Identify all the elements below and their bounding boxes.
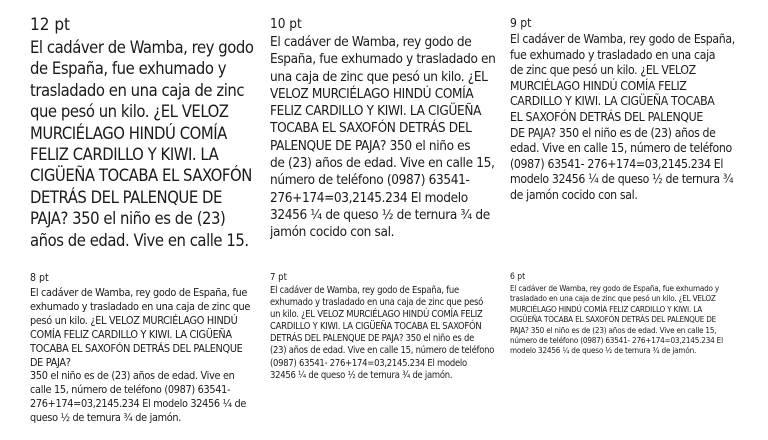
text-line: CIGÜEÑA TOCABA EL SAXOFÓN xyxy=(30,166,252,186)
text-line: El cadáver de Wamba, rey godo de España, fue xyxy=(270,285,459,296)
text-line: fue exhumado y trasladado en una caja xyxy=(510,47,716,62)
text-line: calle 15, número de teléfono (0987) 63541- xyxy=(30,383,231,397)
text-line: trasladado en una caja de zinc xyxy=(30,80,245,100)
size-label-12pt: 12 pt xyxy=(30,15,71,35)
text-line: DETRÁS DEL PALENQUE DE xyxy=(30,187,222,207)
text-line: (0987) 63541- 276+174=03,2145.234 El modelo xyxy=(270,357,467,369)
sample-text-8pt xyxy=(30,286,256,425)
text-line: El cadáver de Wamba, rey godo de España, xyxy=(510,32,735,46)
text-line: modelo 32456 ¼ de queso ½ de ternura ¾ de jamón. xyxy=(510,345,697,356)
text-line: de jamón cocido con sal. xyxy=(510,187,638,202)
text-line: años de edad. Vive en calle 15. xyxy=(30,230,249,250)
text-line: de España, fue exhumado y xyxy=(30,59,227,79)
text-line: FELIZ CARDILLO Y KIWI. LA CIGÜEÑA xyxy=(270,103,482,120)
specimen-7pt xyxy=(270,272,502,382)
text-line: de (23) años de edad. Vive en calle 15, xyxy=(270,155,495,172)
text-line: 276+174=03,2145.234 El modelo xyxy=(270,189,468,206)
sample-text-7pt xyxy=(270,285,502,382)
text-line: El cadáver de Wamba, rey godo de España, fue exhumado y xyxy=(510,283,720,293)
specimen-10pt xyxy=(270,16,498,242)
text-line: VELOZ MURCIÉLAGO HINDÚ COMÍA xyxy=(270,85,474,102)
text-line: El cadáver de Wamba, rey godo de xyxy=(270,34,472,50)
text-line: MURCIÉLAGO HINDÚ COMÍA FELIZ CARDILLO Y KIWI. LA xyxy=(510,303,703,314)
text-line: El cadáver de Wamba, rey godo de España, fue xyxy=(30,286,248,299)
text-line: CIGÜEÑA TOCABA EL SAXOFÓN DETRÁS DEL PALENQUE DE xyxy=(510,314,717,325)
text-line: número de teléfono (0987) 63541- xyxy=(270,172,470,189)
text-line: 32456 ¼ de queso ½ de ternura ¾ de jamón. xyxy=(270,369,453,381)
text-line: (23) años de edad. Vive en calle 15, número de teléfono xyxy=(270,345,495,357)
size-label-10pt: 10 pt xyxy=(270,16,302,32)
text-line: pesó un kilo. ¿EL VELOZ MURCIÉLAGO HINDÚ xyxy=(30,313,238,327)
text-line: CARDILLO Y KIWI. LA CIGÜEÑA TOCABA xyxy=(510,94,715,109)
text-line: COMÍA FELIZ CARDILLO Y KIWI. LA CIGÜEÑA xyxy=(30,327,232,341)
sample-text-9pt xyxy=(510,32,746,204)
text-line: exhumado y trasladado en una caja de zinc que xyxy=(30,299,251,313)
text-line: El cadáver de Wamba, rey godo xyxy=(30,38,254,57)
size-label-9pt: 9 pt xyxy=(510,16,532,30)
text-line: trasladado en una caja de zinc que pesó un kilo. ¿EL VELOZ xyxy=(510,293,716,304)
text-line: 350 el niño es de (23) años de edad. Vive en xyxy=(30,369,235,383)
sample-text-12pt xyxy=(30,37,262,251)
size-label-7pt: 7 pt xyxy=(270,272,287,283)
text-line: DETRÁS DEL PALENQUE DE PAJA? 350 el niño es de xyxy=(270,333,475,345)
text-line: CARDILLO Y KIWI. LA CIGÜEÑA TOCABA EL SAXOFÓN xyxy=(270,321,482,333)
text-line: 276+174=03,2145.234 El modelo 32456 ¼ de xyxy=(30,397,247,411)
sample-text-6pt xyxy=(510,283,746,356)
text-line: (0987) 63541- 276+174=03,2145.234 El xyxy=(510,156,724,171)
text-line: MURCIÉLAGO HINDÚ COMÍA FELIZ xyxy=(510,78,687,93)
text-line: una caja de zinc que pesó un kilo. ¿EL xyxy=(270,68,488,85)
text-line: EL SAXOFÓN DETRÁS DEL PALENQUE xyxy=(510,109,703,124)
text-line: PALENQUE DE PAJA? 350 el niño es xyxy=(270,137,471,154)
size-label-8pt: 8 pt xyxy=(30,272,49,284)
specimen-8pt xyxy=(30,272,256,425)
text-line: PAJA? 350 el niño es de (23) xyxy=(30,209,226,229)
specimen-9pt xyxy=(510,16,746,204)
text-line: que pesó un kilo. ¿EL VELOZ xyxy=(30,102,229,122)
text-line: España, fue exhumado y trasladado en xyxy=(270,51,496,68)
text-line: queso ½ de ternura ¾ de jamón. xyxy=(30,411,182,425)
specimen-12pt xyxy=(30,14,262,251)
size-label-6pt: 6 pt xyxy=(510,272,526,282)
text-line: edad. Vive en calle 15, número de teléfono xyxy=(510,141,732,156)
text-line: TOCABA EL SAXOFÓN DETRÁS DEL xyxy=(270,120,472,137)
text-line: DE PAJA? xyxy=(30,355,71,369)
specimen-6pt xyxy=(510,272,746,356)
text-line: jamón cocido con sal. xyxy=(270,224,395,241)
text-line: DE PAJA? 350 el niño es de (23) años de xyxy=(510,125,716,140)
text-line: FELIZ CARDILLO Y KIWI. LA xyxy=(30,145,219,165)
text-line: PAJA? 350 el niño es de (23) años de edad. Vive en calle 15, xyxy=(510,324,717,335)
text-line: un kilo. ¿EL VELOZ MURCIÉLAGO HINDÚ COMÍA FELIZ xyxy=(270,309,483,321)
text-line: de zinc que pesó un kilo. ¿EL VELOZ xyxy=(510,63,696,78)
text-line: 32456 ¼ de queso ½ de ternura ¾ de xyxy=(270,206,490,223)
text-line: MURCIÉLAGO HINDÚ COMÍA xyxy=(30,123,227,143)
text-line: exhumado y trasladado en una caja de zinc que pesó xyxy=(270,297,484,309)
text-line: modelo 32456 ¼ de queso ½ de ternura ¾ xyxy=(510,172,734,187)
sample-text-10pt xyxy=(270,34,498,242)
text-line: TOCABA EL SAXOFÓN DETRÁS DEL PALENQUE xyxy=(30,341,243,355)
text-line: número de teléfono (0987) 63541- 276+174=03,2145.234 El xyxy=(510,335,723,346)
